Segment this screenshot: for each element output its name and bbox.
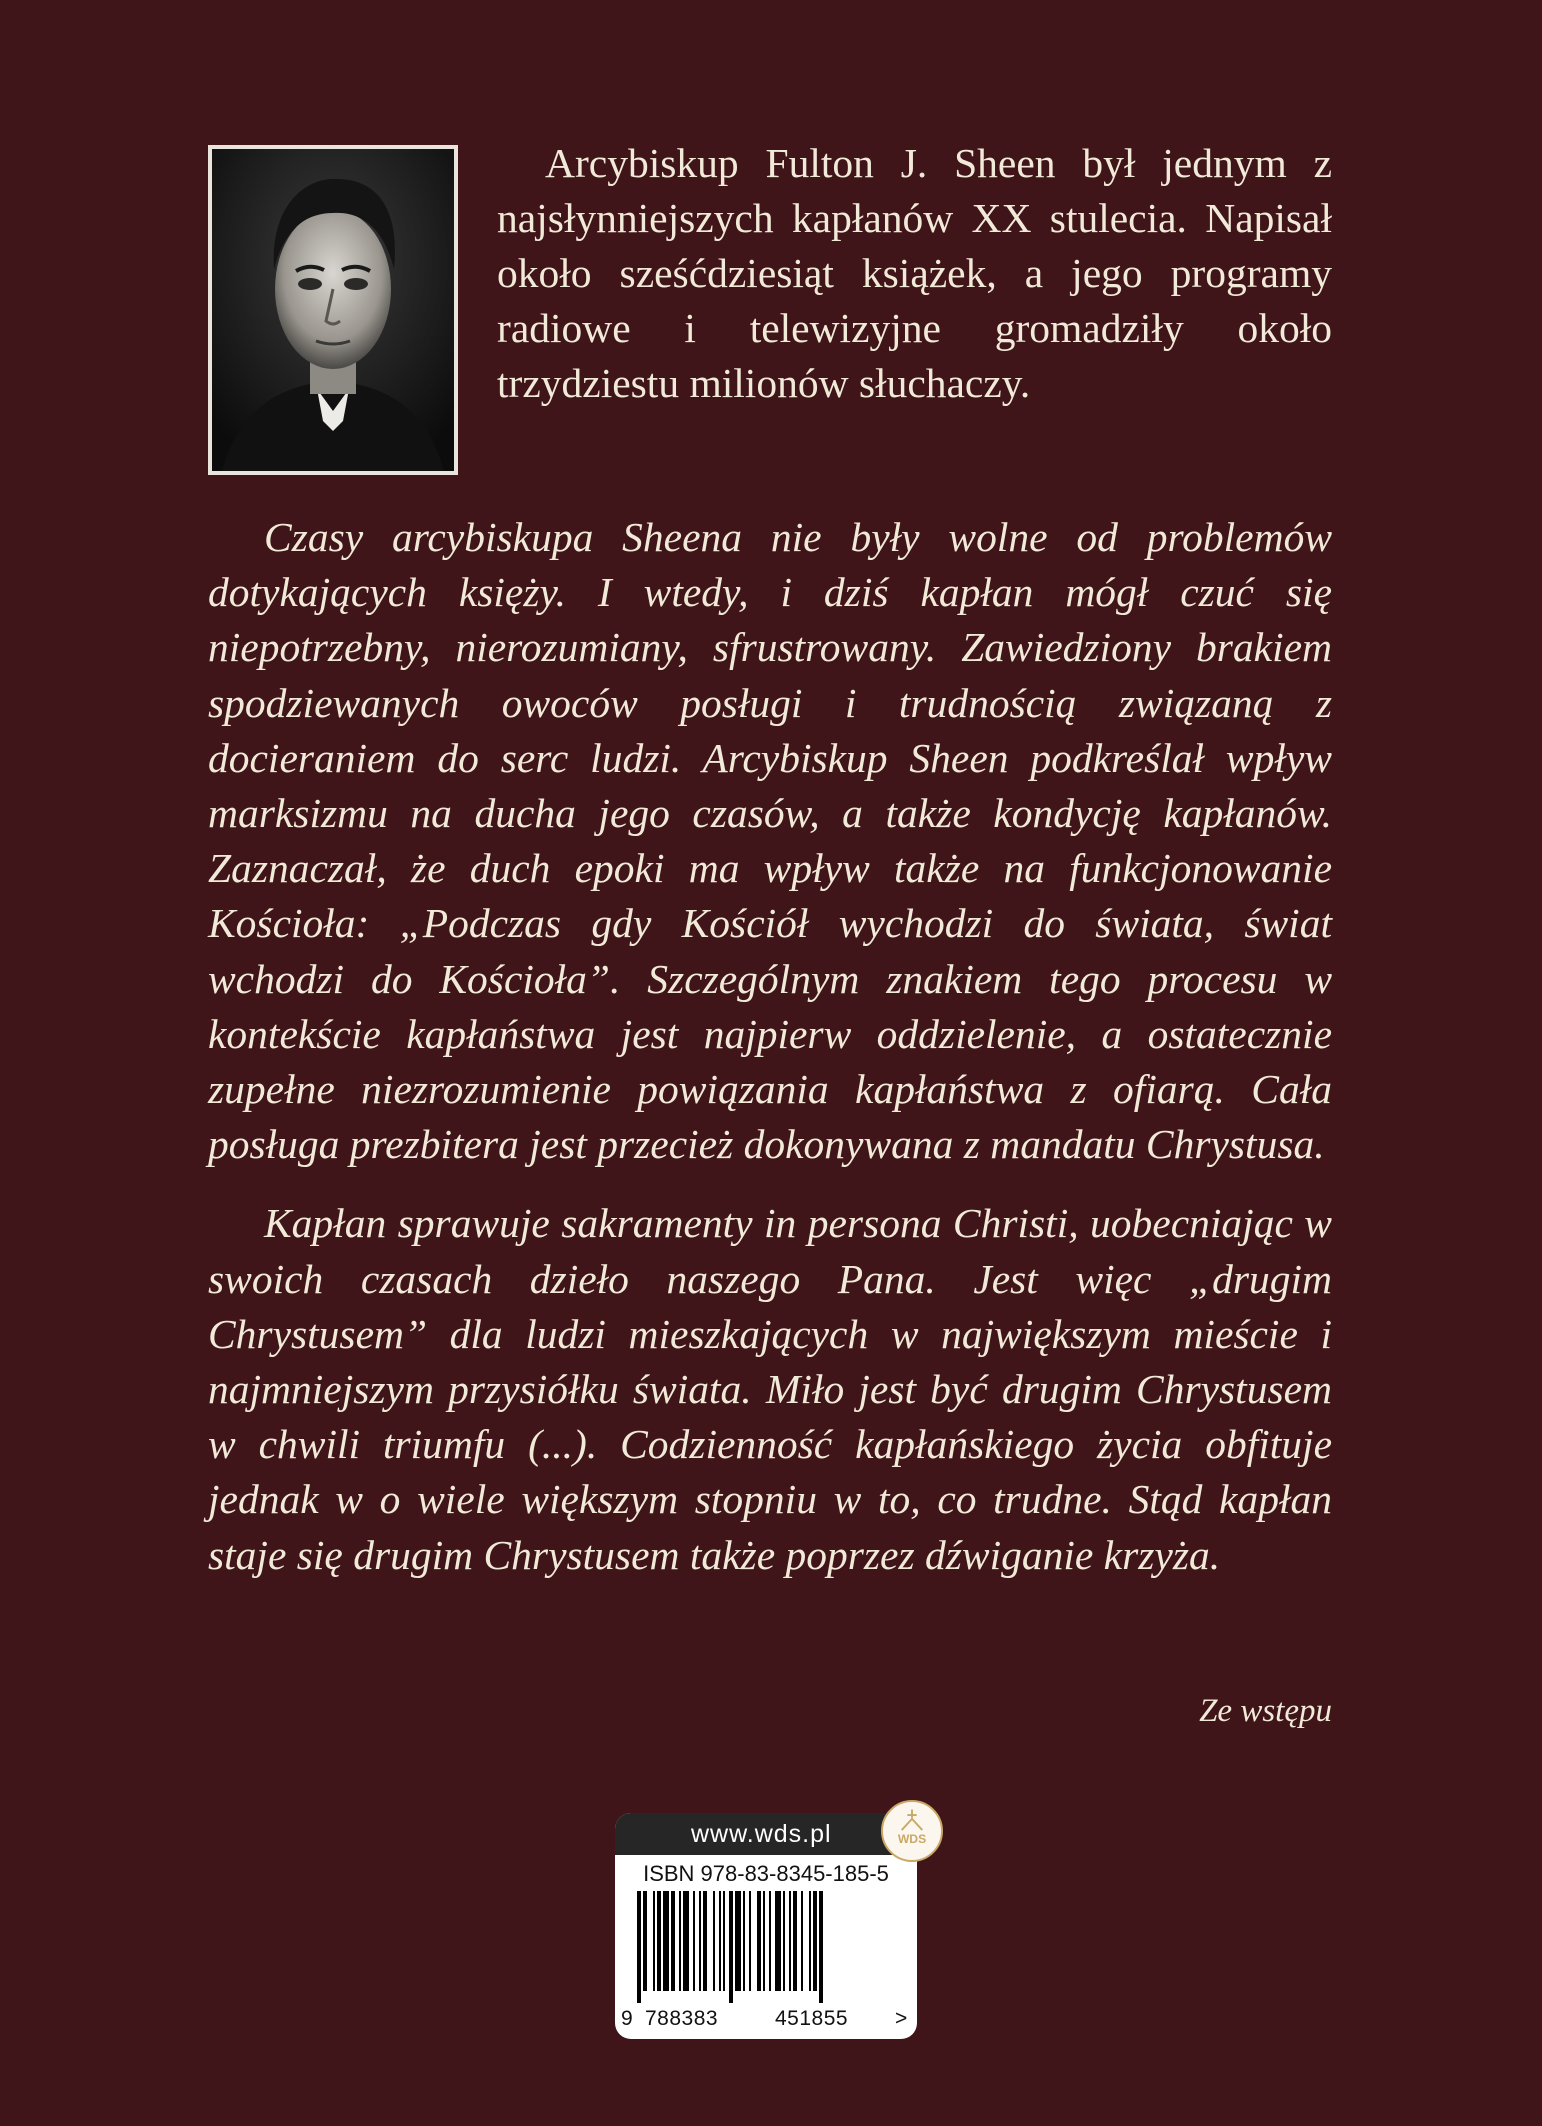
barcode-bar (663, 1891, 669, 1991)
barcode-bar (789, 1891, 791, 1991)
quote-paragraph-2: Kapłan sprawuje sakramenty in persona Christi, uobecniając w swoich czasach dzieło naszego Pana. Jest więc „drugim Chrystusem” dla ludzi mieszkających w największym mieście i najmniejszym przysiółku świata. Miło jest być drugim Chrystusem w chwili triumfu (...). Codzienność kapłańskiego życia obfituje jednak w o wiele większym stopniu w to, co trudne. Stąd kapłan staje się drugim Chrystusem także poprzez dźwiganie krzyża. (208, 1200, 1332, 1578)
barcode-bar (813, 1891, 817, 1991)
barcode (629, 1891, 903, 2003)
barcode-bar (783, 1891, 785, 1991)
portrait-image (212, 149, 454, 471)
publisher-url[interactable]: www.wds.pl (691, 1820, 832, 1848)
barcode-bar (819, 1891, 823, 2003)
isbn-text: ISBN 978-83-8345-185-5 (643, 1861, 889, 1886)
barcode-bar (801, 1891, 803, 1991)
barcode-bar (757, 1891, 761, 1991)
blurb-quote (208, 510, 1332, 1583)
barcode-bar (671, 1891, 675, 1991)
barcode-left-group: 788383 (645, 2007, 719, 2030)
barcode-bar (749, 1891, 751, 1991)
barcode-bar (693, 1891, 695, 1991)
intro-paragraph: Arcybiskup Fulton J. Sheen był jednym z najsłynniejszych kapłanów XX stulecia. Napisał około sześćdziesiąt książek, a jego programy radiowe i telewizyjne gromadziły około trzydziestu milionów słuchaczy. (497, 140, 1332, 406)
barcode-bar (735, 1891, 741, 1991)
publisher-bar (615, 1813, 917, 1855)
barcode-end-mark: > (895, 2007, 908, 2030)
barcode-bar (683, 1891, 689, 1991)
author-photo (208, 145, 458, 475)
barcode-bar (713, 1891, 715, 1991)
barcode-bar (775, 1891, 781, 1991)
quote-source: Ze wstępu (1199, 1693, 1332, 1729)
barcode-first-digit: 9 (621, 2007, 634, 2030)
barcode-bar (719, 1891, 721, 1991)
barcode-bar (679, 1891, 681, 1991)
logo-text: WDS (897, 1832, 927, 1847)
barcode-bar (763, 1891, 765, 1991)
author-intro (497, 136, 1332, 411)
barcode-bar (793, 1891, 797, 1991)
barcode-bar (729, 1891, 733, 2003)
barcode-bar (809, 1891, 811, 1991)
barcode-bar (723, 1891, 725, 1991)
barcode-bar (653, 1891, 655, 1991)
barcode-bar (769, 1891, 771, 1991)
barcode-bar (657, 1891, 661, 1991)
barcode-bar (699, 1891, 701, 1991)
barcode-bar (743, 1891, 745, 1991)
barcode-bar (703, 1891, 707, 1991)
quote-paragraph-1: Czasy arcybiskupa Sheena nie były wolne od problemów dotykających księży. I wtedy, i dziś kapłan mógł czuć się niepotrzebny, nierozumiany, sfrustrowany. Zawiedziony brakiem spodziewanych owoców posługi i trudnością związaną z docieraniem do serc ludzi. Arcybiskup Sheen podkreślał wpływ marksizmu na ducha jego czasów, a także kondycję kapłanów. Zaznaczał, że duch epoki ma wpływ także na funkcjonowanie Kościoła: „Podczas gdy Kościół wychodzi do świata, świat wchodzi do Kościoła”. Szczególnym znakiem tego procesu w kontekście kapłaństwa jest najpierw oddzielenie, a ostatecznie zupełne niezrozumienie powiązania kapłaństwa z ofiarą. Cała posługa prezbitera jest przecież dokonywana z mandatu Chrystusa. (208, 514, 1332, 1168)
isbn-badge (615, 1813, 917, 2039)
barcode-bar (643, 1891, 647, 1991)
wds-logo (881, 1800, 943, 1862)
barcode-right-group: 451855 (775, 2007, 849, 2030)
barcode-bar (637, 1891, 641, 2003)
